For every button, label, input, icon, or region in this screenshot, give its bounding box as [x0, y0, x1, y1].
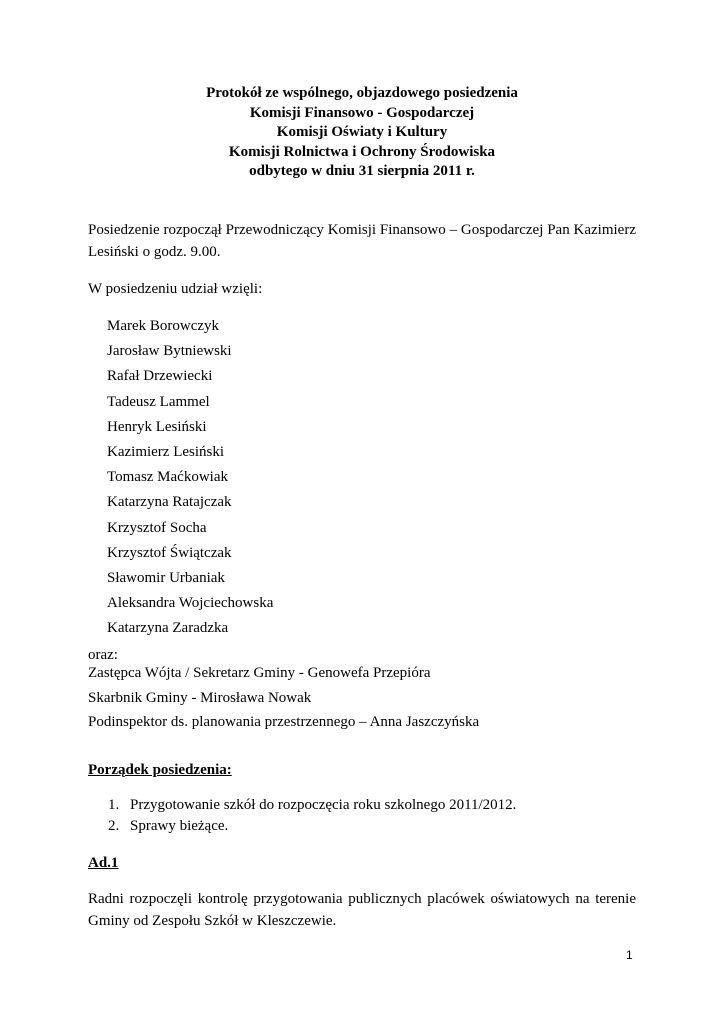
page-number: 1 [626, 948, 633, 962]
member-item: Sławomir Urbaniak [107, 569, 225, 586]
guest-line: Skarbnik Gminy - Mirosława Nowak [88, 690, 312, 706]
agenda-item-number: 2. [108, 818, 120, 834]
agenda-item-text: Przygotowanie szkół do rozpoczęcia roku szkolnego 2011/2012. [130, 797, 517, 813]
also-label: oraz: [88, 647, 118, 663]
agenda-list [108, 795, 516, 837]
agenda-heading: Porządek posiedzenia: [88, 762, 232, 778]
agenda-item [108, 795, 516, 816]
member-item: Aleksandra Wojciechowska [107, 595, 274, 612]
member-item: Krzysztof Socha [107, 519, 207, 536]
agenda-item-text: Sprawy bieżące. [130, 818, 229, 834]
guest-line: Podinspektor ds. planowania przestrzennego – Anna Jaszczyńska [88, 714, 480, 730]
participants-intro: W posiedzeniu udział wzięli: [88, 281, 263, 297]
opening-paragraph: Posiedzenie rozpoczął Przewodniczący Komisji Finansowo – Gospodarczej Pan Kazimierz Lesiński o godz. 9.00. [88, 222, 636, 260]
member-item: Kazimierz Lesiński [107, 443, 225, 460]
member-item: Tomasz Maćkowiak [107, 469, 228, 486]
title-line: odbytego w dniu 31 sierpnia 2011 r. [249, 163, 475, 179]
agenda-item-number: 1. [108, 797, 120, 813]
title-line: Komisji Oświaty i Kultury [276, 124, 448, 140]
member-item: Jarosław Bytniewski [107, 343, 232, 360]
document-title [88, 84, 636, 182]
title-line: Komisji Finansowo - Gospodarczej [249, 104, 475, 121]
member-item: Marek Borowczyk [107, 318, 220, 334]
member-item: Rafał Drzewiecki [107, 368, 213, 385]
title-line: Protokół ze wspólnego, objazdowego posiedzenia [206, 85, 518, 101]
guest-line: Zastępca Wójta / Sekretarz Gminy - Genowefa Przepióra [88, 665, 431, 681]
agenda-item [108, 816, 516, 837]
section-paragraph: Radni rozpoczęli kontrolę przygotowania publicznych placówek oświatowych na terenie Gminy od Zespołu Szkół w Kleszczewie. [88, 891, 636, 929]
members-list [107, 314, 273, 641]
member-item: Tadeusz Lammel [107, 393, 210, 410]
title-line: Komisji Rolnictwa i Ochrony Środowiska [228, 143, 496, 160]
member-item: Krzysztof Świątczak [107, 544, 232, 561]
section-heading: Ad.1 [88, 855, 119, 871]
member-item: Katarzyna Zaradzka [107, 620, 229, 637]
member-item: Katarzyna Ratajczak [107, 494, 232, 511]
member-item: Henryk Lesiński [107, 418, 207, 435]
